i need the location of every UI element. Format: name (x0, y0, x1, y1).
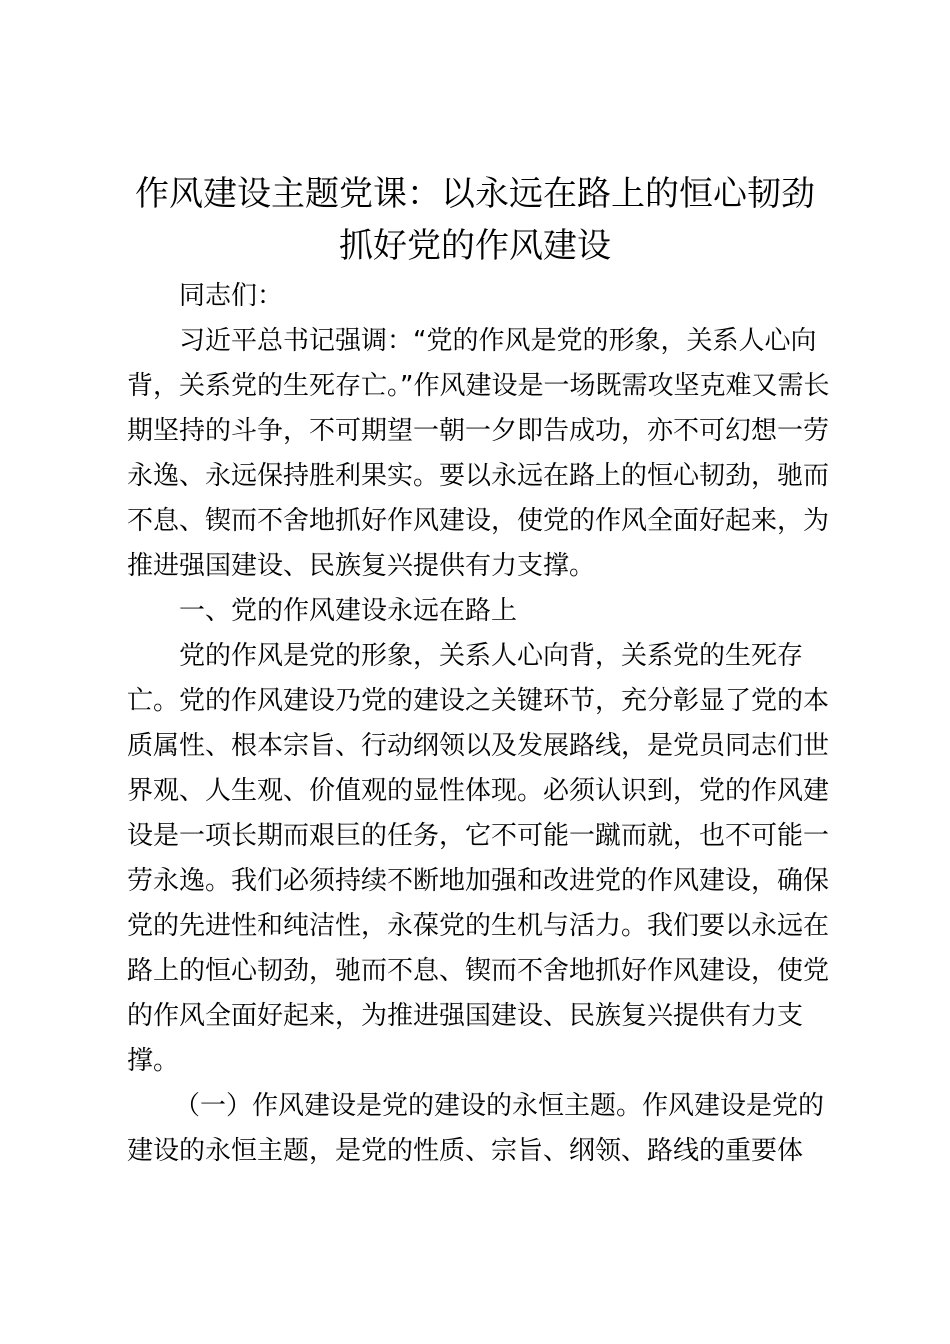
paragraph-1-line-1: 习近平总书记强调：“党的作风是党的形象，关系人心向 (179, 326, 817, 356)
document-title-line-2: 抓好党的作风建设 (339, 226, 611, 266)
paragraph-3-line-2: 建设的永恒主题，是党的性质、宗旨、纲领、路线的重要体 (127, 1136, 804, 1166)
paragraph-1-line-2: 背，关系党的生死存亡。”作风建设是一场既需攻坚克难又需长 (127, 371, 830, 401)
paragraph-2-line-6: 劳永逸。我们必须持续不断地加强和改进党的作风建设，确保 (127, 866, 830, 896)
paragraph-2-line-2: 亡。党的作风建设乃党的建设之关键环节，充分彰显了党的本 (127, 686, 830, 716)
document-title-line-1: 作风建设主题党课：以永远在路上的恒心韧劲 (135, 174, 815, 214)
paragraph-2-line-7: 党的先进性和纯洁性，永葆党的生机与活力。我们要以永远在 (127, 911, 830, 941)
paragraph-2-line-3: 质属性、根本宗旨、行动纲领以及发展路线，是党员同志们世 (127, 731, 830, 761)
paragraph-2-line-4: 界观、人生观、价值观的显性体现。必须认识到，党的作风建 (127, 776, 830, 806)
paragraph-2-line-1: 党的作风是党的形象，关系人心向背，关系党的生死存 (179, 641, 804, 671)
paragraph-2-line-10: 撑。 (127, 1046, 180, 1076)
section-heading-1: 一、党的作风建设永远在路上 (179, 596, 518, 626)
salutation: 同志们： (179, 281, 284, 311)
paragraph-1-line-5: 不息、锲而不舍地抓好作风建设，使党的作风全面好起来，为 (127, 506, 830, 536)
paragraph-2-line-5: 设是一项长期而艰巨的任务，它不可能一蹴而就，也不可能一 (127, 821, 830, 851)
paragraph-3-line-1: （一）作风建设是党的建设的永恒主题。作风建设是党的 (174, 1091, 825, 1121)
paragraph-1-line-6: 推进强国建设、民族复兴提供有力支撑。 (127, 551, 596, 581)
paragraph-2-line-9: 的作风全面好起来，为推进强国建设、民族复兴提供有力支 (127, 1001, 804, 1031)
paragraph-2-line-8: 路上的恒心韧劲，驰而不息、锲而不舍地抓好作风建设，使党 (127, 956, 830, 986)
paragraph-1-line-3: 期坚持的斗争，不可期望一朝一夕即告成功，亦不可幻想一劳 (127, 416, 830, 446)
paragraph-1-line-4: 永逸、永远保持胜利果实。要以永远在路上的恒心韧劲，驰而 (127, 461, 830, 491)
